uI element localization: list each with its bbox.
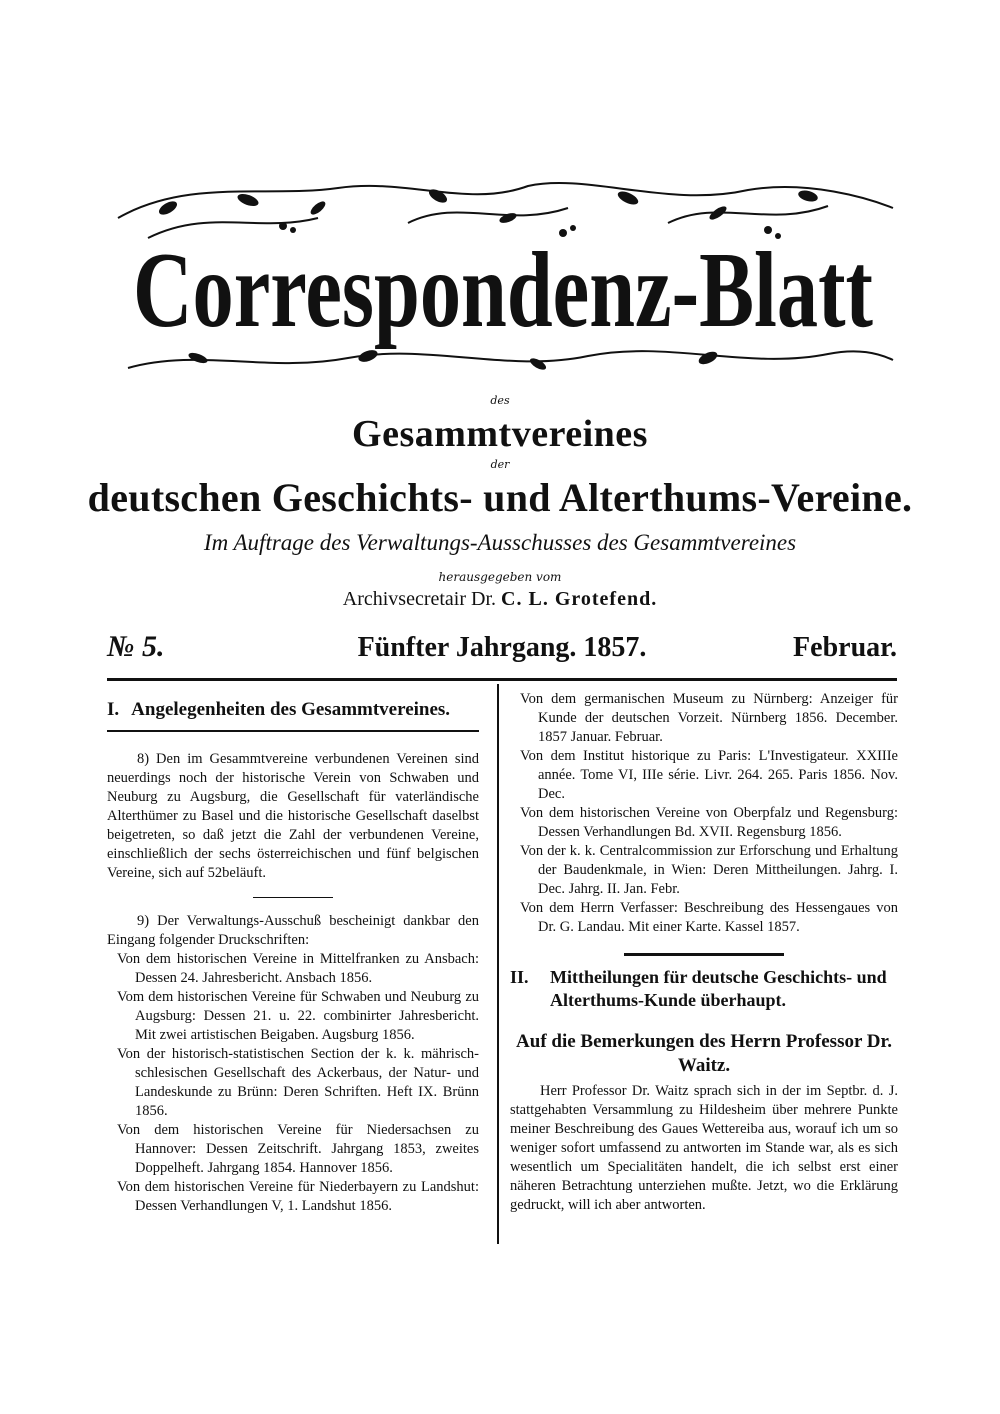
section-separator-rule — [624, 953, 784, 956]
article-subheading: Auf die Bemerkungen des Herrn Professor Dr. Waitz. — [516, 1031, 892, 1076]
section-two-number: II. — [510, 967, 529, 987]
list-item: Von dem historischen Vereine von Oberpfalz und Regensburg: Dessen Verhandlungen Bd. XVII. Regensburg 1856. — [520, 805, 898, 840]
list-item: Von dem historischen Vereine für Niedersachsen zu Hannover: Dessen Zeitschrift. Jahrgang 1853, zweites Doppelheft. Jahrgang 1854. Hannover 1856. — [117, 1121, 479, 1176]
connector-des: des — [490, 394, 510, 407]
paragraph-8: 8) Den im Gesammtvereine verbundenen Vereinen sind neuerdings noch der historische Verein von Schwaben und Neuburg zu Augsburg, die Gesellschaft für vaterländische Alterthümer zu Basel und die historische Gesellschaft daselbst beigetreten, so daß jetzt die Zahl der verbundenen Vereine, einschließlich der sechs österreichischen und fünf belgischen Vereine, sich auf 52beläuft. — [107, 750, 479, 881]
list-item: Vom dem historischen Vereine für Schwaben und Neuburg zu Augsburg: Dessen 21. u. 22. combinirter Jahresbericht. Mit zwei artistischen Beigaben. Augsburg 1856. — [117, 988, 479, 1043]
top-rule — [107, 678, 897, 681]
heading-deutschen-vereine: deutschen Geschichts- und Alterthums-Vereine. — [87, 475, 913, 520]
paragraph-9: 9) Der Verwaltungs-Ausschuß bescheinigt dankbar den Eingang folgender Druckschriften: — [107, 912, 479, 948]
connector-der: der — [490, 458, 510, 471]
issue-number: № 5. — [107, 630, 165, 663]
issue-month: Februar. — [793, 632, 897, 663]
herausgegeben-line: herausgegeben vom — [438, 570, 562, 584]
issue-line — [107, 630, 897, 670]
section-two-title: Mittheilungen für deutsche Geschichts- und Alterthums-Kunde überhaupt. — [550, 967, 887, 1010]
list-item: Von der historisch-statistischen Section der k. k. mährisch-schlesischen Gesellschaft des Ackerbaus, der Natur- und Landeskunde zu Brünn: Deren Schriften. Heft IX. Brünn 1856. — [117, 1045, 479, 1119]
list-item: Von der k. k. Centralcommission zur Erforschung und Erhaltung der Baudenkmale, in Wien: Deren Mittheilungen. Jahrg. I. Dec. Jahrg. II. Jan. Febr. — [520, 843, 898, 897]
masthead — [108, 178, 898, 380]
masthead-title: Correspondenz-Blatt — [133, 231, 874, 350]
column-divider — [497, 684, 499, 1244]
editor-prefix: Archivsecretair Dr. — [342, 588, 497, 610]
editor-name: C. L. Grotefend. — [501, 588, 658, 610]
list-item: Von dem historischen Vereine für Niederbayern zu Landshut: Dessen Verhandlungen V, 1. Landshut 1856. — [117, 1178, 479, 1214]
left-column — [107, 690, 479, 1216]
article-body: Herr Professor Dr. Waitz sprach sich in der im Septbr. d. J. stattgehabten Versammlung zu Hildesheim über mehrere Punkte meiner Beschreibung des Gaues Wettereiba aus, worauf ich um so weniger sofort umfassend zu antworten im Stande war, als es sich wesentlich um Specialitäten handelt, die ich selbst erst einer näheren Betrachtung unterziehen mußte. Jetzt, wo die Erklärung gedruckt, will ich aber antworten. — [510, 1083, 898, 1213]
list-item: Von dem germanischen Museum zu Nürnberg: Anzeiger für Kunde der deutschen Vorzeit. Nürnberg 1856. December. 1857 Januar. Februar. — [520, 691, 898, 745]
heading-gesammtvereines: Gesammtvereines — [352, 413, 648, 455]
list-item: Von dem Institut historique zu Paris: L'Investigateur. XXIIIe année. Tome VI, IIIe série. Livr. 264. 265. Paris 1856. Nov. Dec. — [520, 748, 898, 802]
list-item: Von dem Herrn Verfasser: Beschreibung des Hessengaues von Dr. G. Landau. Mit einer Karte. Kassel 1857. — [520, 900, 898, 935]
masthead-ornament — [108, 178, 898, 380]
issue-year: Fünfter Jahrgang. 1857. — [357, 632, 647, 663]
list-item: Von dem historischen Vereine in Mittelfranken zu Ansbach: Dessen 24. Jahresbericht. Ansbach 1856. — [117, 950, 479, 986]
section-one-title: Angelegenheiten des Gesammtvereines. — [131, 699, 451, 720]
section-one-number: I. — [107, 699, 120, 720]
section-two-heading — [510, 966, 898, 1012]
section-one-heading — [107, 698, 479, 722]
editor-line — [0, 588, 1000, 611]
separator-rule — [253, 897, 333, 898]
subheading-auftrag: Im Auftrage des Verwaltungs-Ausschusses des Gesammtvereines — [203, 530, 797, 555]
right-column — [510, 690, 898, 1215]
